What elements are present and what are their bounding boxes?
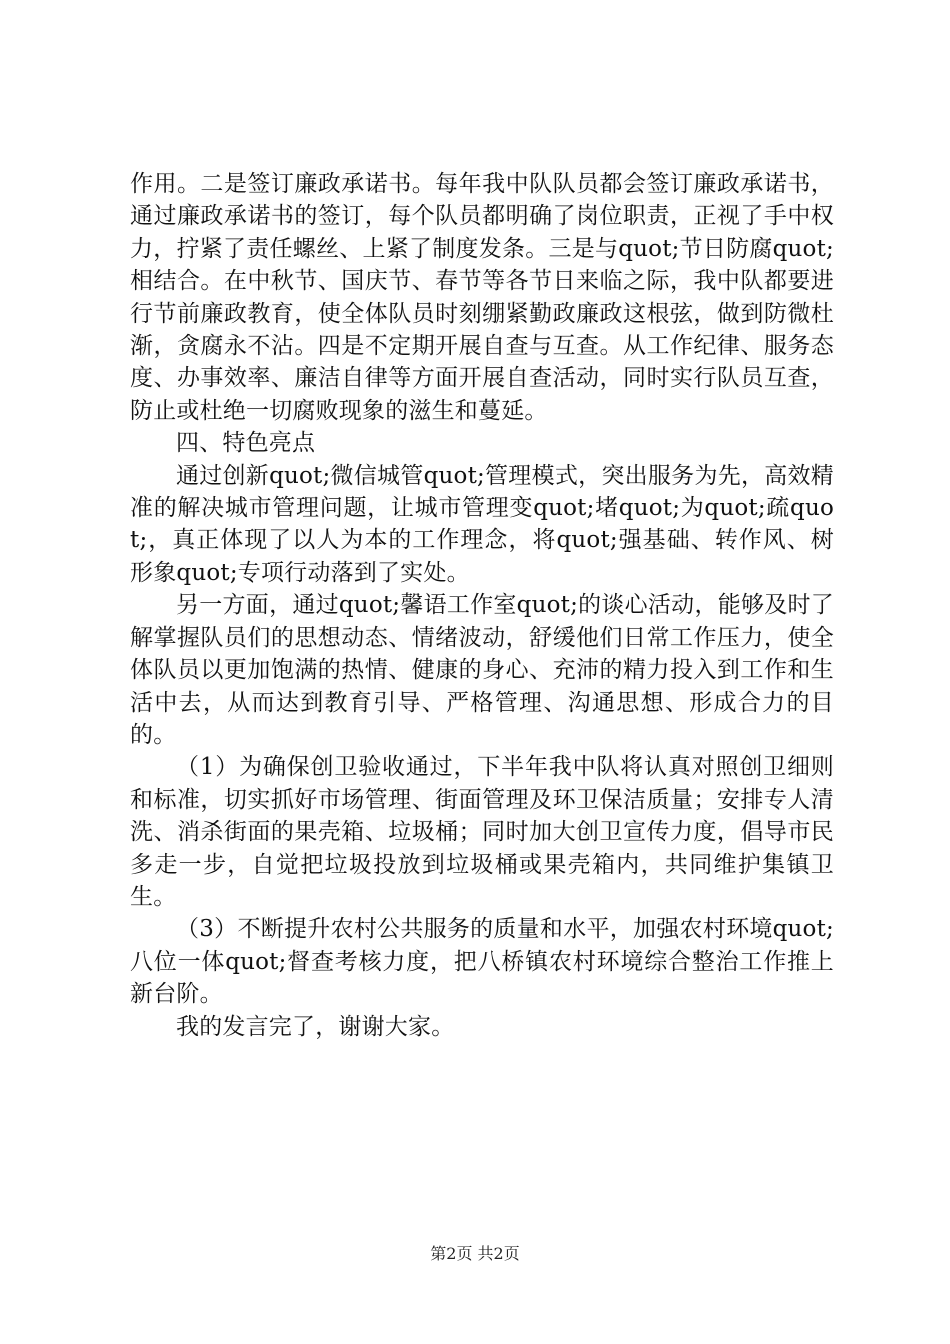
paragraph-counseling-studio: 另一方面，通过quot;馨语工作室quot;的谈心活动，能够及时了解掌握队员们的思想动态、情绪波动，舒缓他们日常工作压力，使全体队员以更加饱满的热情、健康的身心、充沛的精力投入到工作和生活中去，从而达到教育引导、严格管理、沟通思想、形成合力的目的。 (130, 592, 834, 748)
page-number-footer: 第2页 共2页 (430, 1244, 520, 1263)
paragraph-wechat-management: 通过创新quot;微信城管quot;管理模式，突出服务为先，高效精准的解决城市管理问题，让城市管理变quot;堵quot;为quot;疏quot;，真正体现了以人为本的工作理念，将quot;强基础、转作风、树形象quot;专项行动落到了实处。 (130, 462, 834, 586)
paragraph-sanitation-plan: （1）为确保创卫验收通过，下半年我中队将认真对照创卫细则和标准，切实抓好市场管理、街面管理及环卫保洁质量；安排专人清洗、消杀街面的果壳箱、垃圾桶；同时加大创卫宣传力度，倡导市民多走一步，自觉把垃圾投放到垃圾桶或果壳箱内，共同维护集镇卫生。 (130, 754, 834, 910)
document-body (130, 168, 834, 1043)
paragraph-rural-services: （3）不断提升农村公共服务的质量和水平，加强农村环境quot;八位一体quot;督查考核力度，把八桥镇农村环境综合整治工作推上新台阶。 (130, 916, 834, 1008)
paragraph-closing: 我的发言完了，谢谢大家。 (176, 1013, 455, 1040)
section-heading-features: 四、特色亮点 (176, 430, 316, 457)
paragraph-anticorruption-measures: 作用。二是签订廉政承诺书。每年我中队队员都会签订廉政承诺书，通过廉政承诺书的签订，每个队员都明确了岗位职责，正视了手中权力，拧紧了责任螺丝、上紧了制度发条。三是与quot;节日防腐quot;相结合。在中秋节、国庆节、春节等各节日来临之际，我中队都要进行节前廉政教育，使全体队员时刻绷紧勤政廉政这根弦，做到防微杜渐，贪腐永不沾。四是不定期开展自查与互查。从工作纪律、服务态度、办事效率、廉洁自律等方面开展自查活动，同时实行队员互查，防止或杜绝一切腐败现象的滋生和蔓延。 (130, 171, 834, 424)
